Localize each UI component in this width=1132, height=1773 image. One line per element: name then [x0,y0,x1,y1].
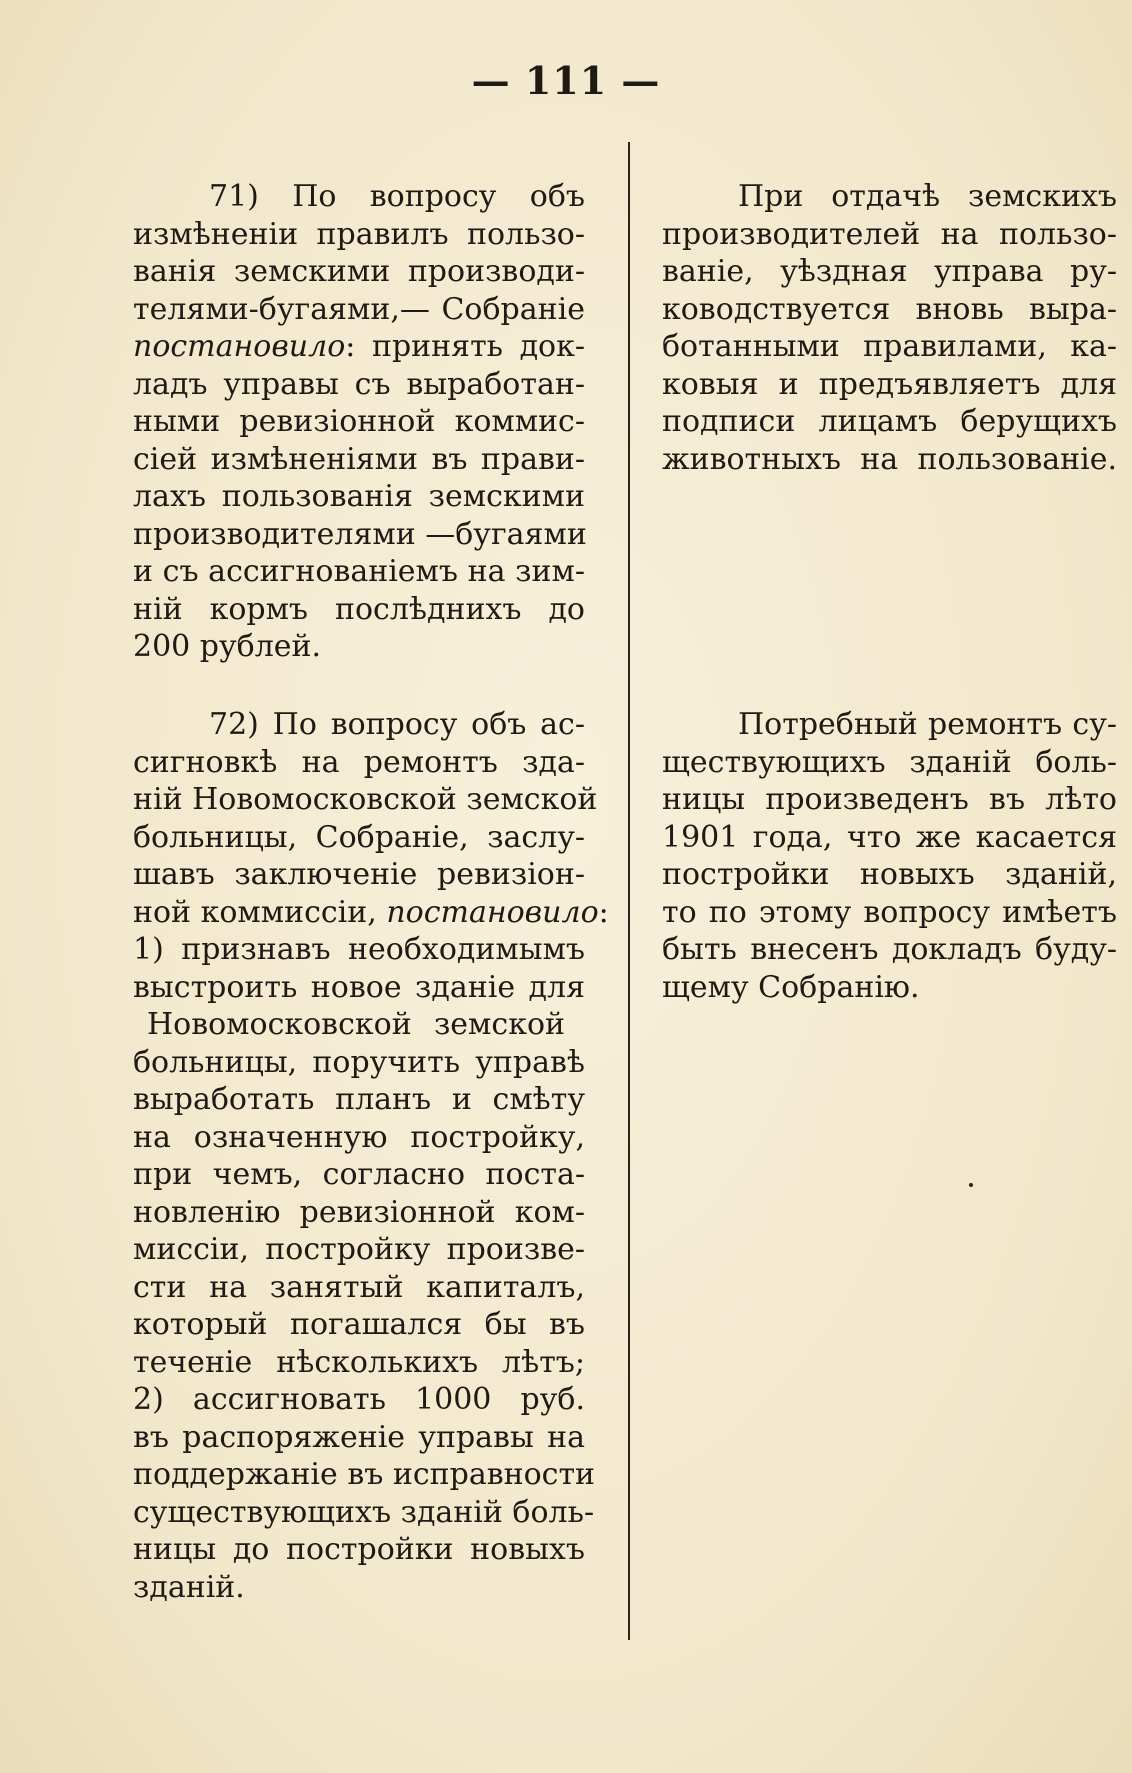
text-line: производителями —бугаями [133,516,587,552]
text-line: ществующихъ зданій боль- [662,744,1117,780]
ink-speck [969,1183,973,1187]
text-line: ницы произведенъ въ лѣто [662,782,1117,817]
text-line: который погашался бы въ [133,1307,585,1342]
text-line: 72) По вопросу объ ас- [209,707,585,742]
text-line: животныхъ на пользованіе. [662,441,1117,477]
text-line: Новомосковской земской [147,1007,565,1042]
text-line: выстроить новое зданіе для [133,969,585,1005]
text-line: ницы до постройки новыхъ [133,1532,585,1567]
text-line: ваніе, уѣздная управа ру- [662,254,1117,289]
right-paragraph-1 [662,178,1117,478]
text-line: сіей измѣненіями въ прави- [133,441,585,477]
text-line: въ распоряженіе управы на [133,1419,585,1455]
text-line: постройки новыхъ зданій, [662,857,1117,892]
text-line: шавъ заключеніе ревизіон- [133,857,585,892]
text-line: быть внесенъ докладъ буду- [662,932,1117,967]
text-line: выработать планъ и смѣту [133,1082,585,1117]
text-line: 2) ассигновать 1000 руб. [133,1382,585,1417]
text-line: ными ревизіонной коммис- [133,404,585,439]
text-line-rest: : принять док- [345,329,585,364]
text-line: производителей на пользо- [662,216,1117,252]
text-line: ковыя и предъявляетъ для [662,366,1117,402]
text-line: поддержаніе въ исправности [133,1457,596,1492]
text-line: ладъ управы съ выработан- [133,366,585,402]
emphasis-postanovilo: постановило [386,894,599,930]
text-line: и съ ассигнованіемъ на зим- [133,554,585,589]
text-line: 200 рублей. [133,629,322,664]
text-line: то по этому вопросу имѣетъ [662,894,1117,930]
emphasis-postanovilo: постановило [133,329,346,364]
text-line: больницы, поручить управѣ [133,1044,585,1080]
text-line: теченіе нѣсколькихъ лѣтъ; [133,1344,585,1380]
text-line: 1) признавъ необходимымъ [133,932,585,967]
text-line-emphasis [133,894,609,932]
text-line: ванія земскими производи- [133,254,585,289]
text-line: на означенную постройку, [133,1119,585,1155]
column-divider [628,142,630,1640]
text-line: Потребный ремонтъ су- [738,707,1117,742]
text-line: ководствуется вновь выра- [662,291,1117,327]
right-paragraph-2 [662,706,1117,1006]
text-line-rest: : [598,894,609,930]
text-line: телями-бугаями,— Собраніе [133,291,585,327]
text-line-start: ной коммиссіи, [133,894,387,930]
text-line: существующихъ зданій боль- [133,1494,595,1530]
text-line: больницы, Собраніе, заслу- [133,819,585,855]
text-line: щему Собранію. [662,969,920,1005]
text-line: зданій. [133,1569,245,1605]
page-number: — 111 — [471,58,661,103]
text-line: 1901 года, что же касается [662,819,1117,855]
text-line: ній кормъ послѣднихъ до [133,591,585,627]
text-line: сигновкѣ на ремонтъ зда- [133,744,585,780]
text-line: подписи лицамъ берущихъ [662,404,1117,439]
text-line: 71) По вопросу объ [209,179,585,214]
text-line-emphasis [133,328,585,366]
text-line: ботанными правилами, ка- [662,329,1117,364]
text-line: ній Новомосковской земской [133,782,598,817]
text-line: измѣненіи правилъ пользо- [133,216,585,252]
item-71 [133,178,585,666]
text-line: При отдачѣ земскихъ [738,179,1117,214]
text-line: лахъ пользованія земскими [133,479,585,514]
text-line: сти на занятый капиталъ, [133,1269,585,1305]
text-line: при чемъ, согласно поста- [133,1157,585,1192]
text-line: миссіи, постройку произве- [133,1232,585,1267]
text-line: новленію ревизіонной ком- [133,1194,585,1230]
item-72 [133,706,609,1606]
